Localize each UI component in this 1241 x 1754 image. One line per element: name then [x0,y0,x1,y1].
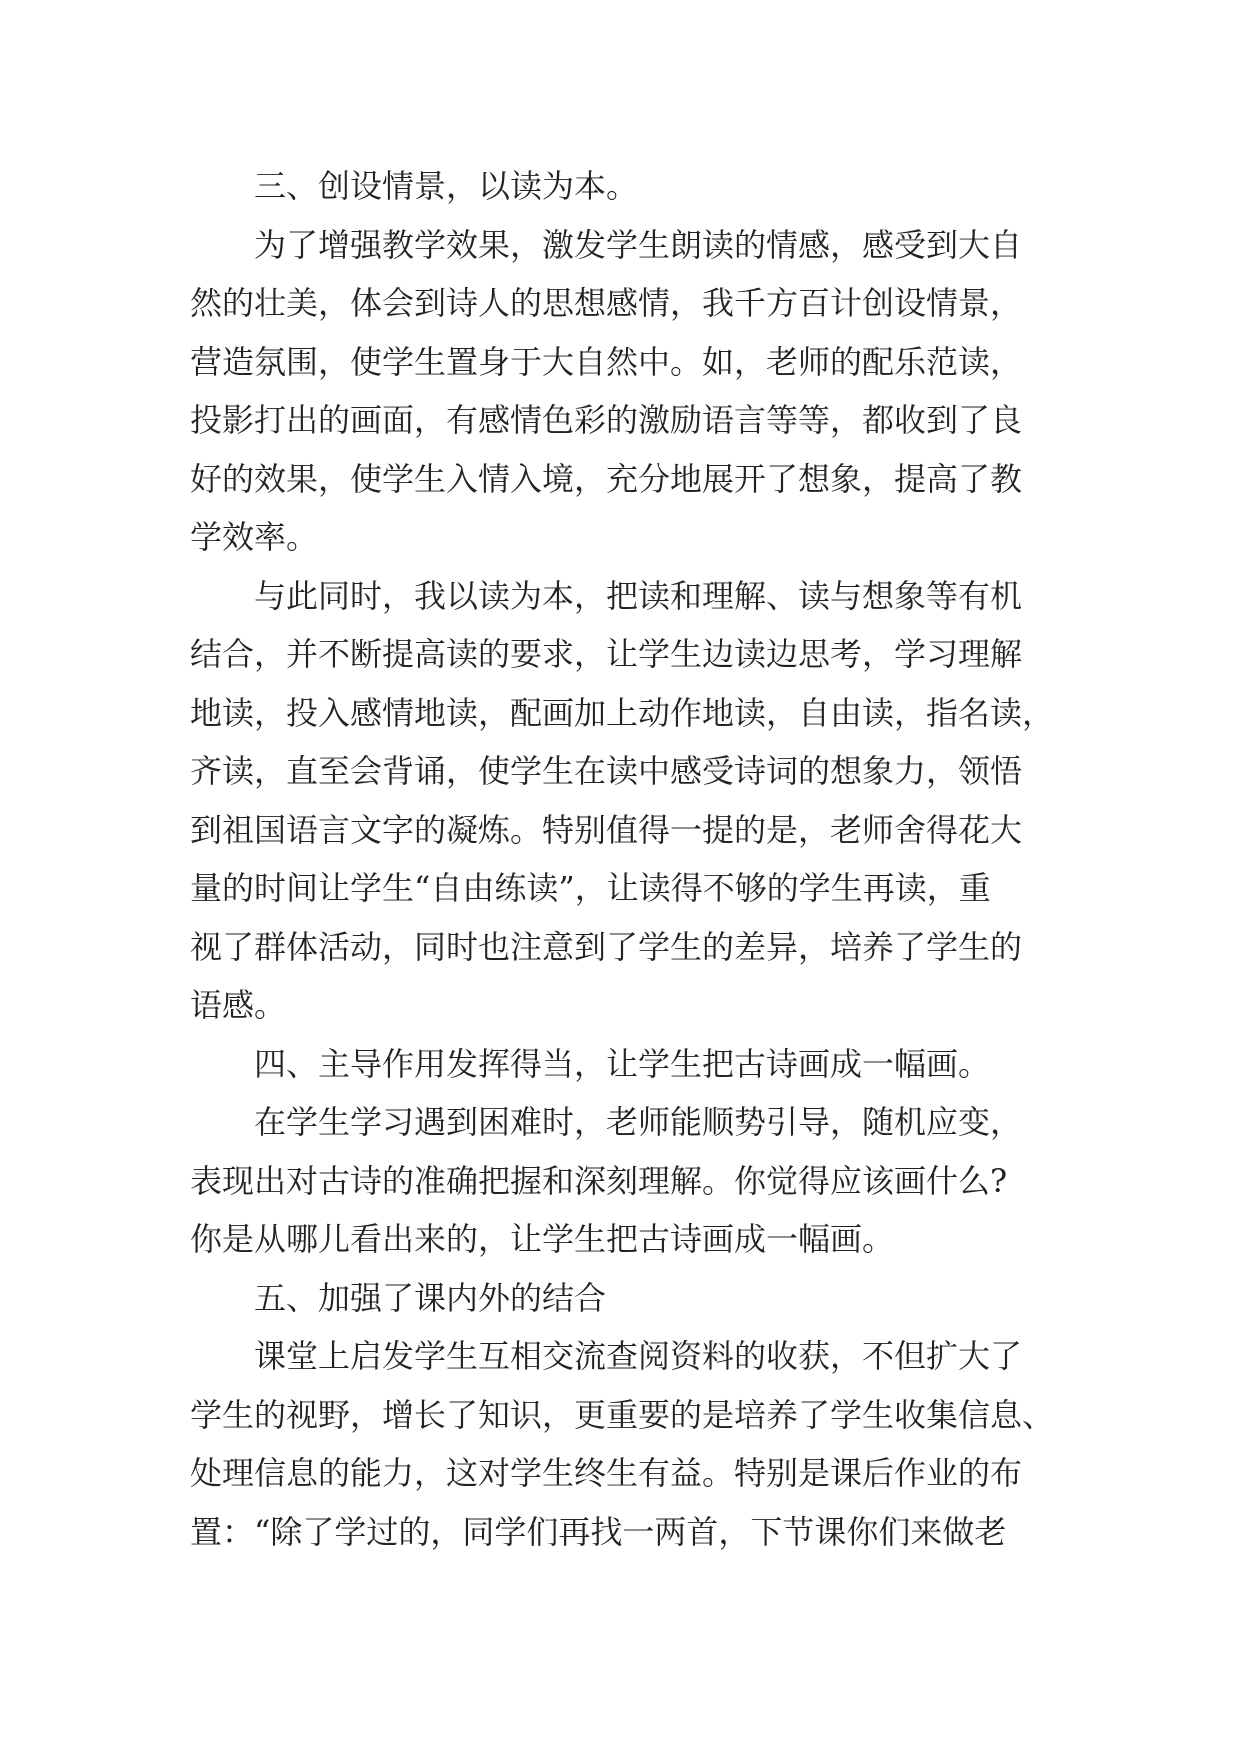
paragraph-line: 好的效果，使学生入情入境，充分地展开了想象，提高了教 [190,459,1023,498]
paragraph-line: 到祖国语言文字的凝炼。特别值得一提的是，老师舍得花大 [190,810,1023,849]
paragraph-line: 为了增强教学效果，激发学生朗读的情感，感受到大自 [254,225,1023,264]
paragraph-line: 视了群体活动，同时也注意到了学生的差异，培养了学生的 [190,927,1023,966]
paragraph-line: 地读，投入感情地读，配画加上动作地读，自由读，指名读， [190,693,1055,732]
section-heading-3: 三、创设情景，以读为本。 [254,167,639,205]
section-heading-5: 五、加强了课内外的结合 [254,1278,607,1317]
paragraph-line: 营造氛围，使学生置身于大自然中。如，老师的配乐范读， [190,342,1023,381]
paragraph-line: 然的壮美，体会到诗人的思想感情，我千方百计创设情景， [190,284,1023,322]
paragraph-line: 量的时间让学生“自由练读”，让读得不够的学生再读，重 [190,869,991,907]
paragraph-line: 在学生学习遇到困难时，老师能顺势引导，随机应变， [254,1103,1023,1141]
paragraph-line: 结合，并不断提高读的要求，让学生边读边思考，学习理解 [190,635,1023,673]
paragraph-line: 表现出对古诗的准确把握和深刻理解。你觉得应该画什么? [190,1161,1008,1200]
paragraph-line: 课堂上启发学生互相交流查阅资料的收获，不但扩大了 [254,1337,1023,1375]
paragraph-line: 与此同时，我以读为本，把读和理解、读与想象等有机 [254,576,1023,615]
paragraph-line: 投影打出的画面，有感情色彩的激励语言等等，都收到了良 [190,401,1023,439]
section-heading-4: 四、主导作用发挥得当，让学生把古诗画成一幅画。 [254,1044,991,1083]
paragraph-line: 齐读，直至会背诵，使学生在读中感受诗词的想象力，领悟 [190,752,1023,790]
paragraph-line: 学生的视野，增长了知识，更重要的是培养了学生收集信息、 [190,1395,1055,1434]
paragraph-line: 学效率。 [190,518,319,556]
paragraph-line: 置：“除了学过的，同学们再找一两首，下节课你们来做老 [190,1512,1007,1551]
paragraph-line: 你是从哪儿看出来的，让学生把古诗画成一幅画。 [190,1220,895,1258]
document-body [190,157,1070,1561]
paragraph-line: 处理信息的能力，这对学生终生有益。特别是课后作业的布 [190,1454,1023,1492]
paragraph-line: 语感。 [190,986,287,1024]
